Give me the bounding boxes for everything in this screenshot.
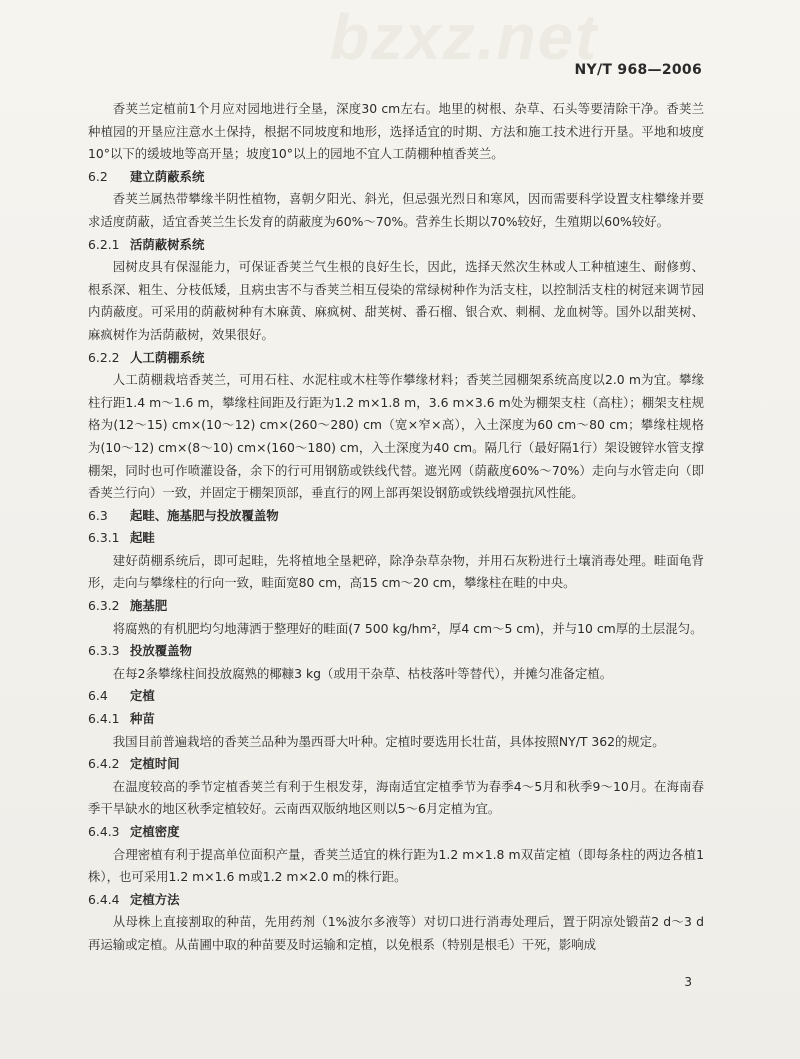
section-heading bbox=[88, 640, 704, 663]
section-heading bbox=[88, 505, 704, 528]
body-paragraph: 我国目前普遍栽培的香荚兰品种为墨西哥大叶种。定植时要选用长壮苗，具体按照NY/T 362的规定。 bbox=[112, 733, 665, 749]
body-paragraph: 从母株上直接割取的种苗，先用药剂（1%波尔多液等）对切口进行消毒处理后，置于阴凉处锻苗2 d～3 d再运输或定植。从苗圃中取的种苗要及时运输和定植，以免根系（特别是根毛）干死，影响成 bbox=[88, 914, 704, 952]
body-paragraph: 园树皮具有保湿能力，可保证香荚兰气生根的良好生长，因此，选择天然次生林或人工种植速生、耐修剪、根系深、粗生、分枝低矮，且病虫害不与香荚兰相互侵染的常绿树种作为活支柱，以控制活支柱的树冠来调节园内荫蔽度。可采用的荫蔽树种有木麻黄、麻疯树、甜荚树、番石榴、银合欢、刺桐、龙血树等。国外以甜荚树、麻疯树作为活荫蔽树，效果很好。 bbox=[88, 259, 704, 342]
section-heading bbox=[88, 685, 704, 708]
section-title: 人工荫棚系统 bbox=[130, 349, 205, 365]
section-heading bbox=[88, 708, 704, 731]
document-body bbox=[88, 98, 704, 957]
section-title: 施基肥 bbox=[130, 598, 168, 614]
section-number: 6.4 bbox=[88, 688, 108, 704]
body-paragraph: 建好荫棚系统后，即可起畦，先将植地全垦耙碎，除净杂草杂物，并用石灰粉进行土壤消毒处理。畦面龟背形，走向与攀缘柱的行向一致，畦面宽80 cm，高15 cm～20 cm，攀缘柱在畦的中央。 bbox=[88, 552, 704, 591]
body-paragraph: 合理密植有利于提高单位面积产量，香荚兰适宜的株行距为1.2 m×1.8 m双苗定植（即每条柱的两边各植1株），也可采用1.2 m×1.6 m或1.2 m×2.0 m的株行距。 bbox=[88, 846, 704, 885]
body-paragraph: 在温度较高的季节定植香荚兰有利于生根发芽，海南适宜定植季节为春季4～5月和秋季9～10月。在海南春季干旱缺水的地区秋季定植较好。云南西双版纳地区则以5～6月定植为宜。 bbox=[88, 778, 704, 817]
section-title: 定植 bbox=[130, 688, 155, 704]
page-number: 3 bbox=[684, 975, 692, 989]
section-heading bbox=[88, 527, 704, 550]
section-number: 6.2 bbox=[88, 168, 108, 184]
body-paragraph: 香荚兰定植前1个月应对园地进行全垦，深度30 cm左右。地里的树根、杂草、石头等要清除干净。香荚兰种植园的开垦应注意水土保持，根据不同坡度和地形，选择适宜的时期、方法和施工技术进行开垦。平地和坡度10°以下的缓坡地等高开垦；坡度10°以上的园地不宜人工荫棚种植香荚兰。 bbox=[88, 101, 704, 162]
section-heading bbox=[88, 347, 704, 370]
section-title: 定植时间 bbox=[130, 756, 180, 772]
section-title: 定植方法 bbox=[130, 891, 180, 907]
section-number: 6.3.3 bbox=[88, 643, 120, 659]
section-title: 起畦 bbox=[130, 530, 155, 546]
section-number: 6.4.1 bbox=[88, 711, 120, 727]
watermark: bzxz.net bbox=[330, 1, 599, 73]
section-number: 6.3 bbox=[88, 507, 108, 523]
section-number: 6.4.3 bbox=[88, 824, 120, 839]
section-title: 定植密度 bbox=[130, 824, 180, 839]
body-paragraph: 香荚兰属热带攀缘半阴性植物，喜朝夕阳光、斜光，但忌强光烈日和寒风，因而需要科学设置支柱攀缘并要求适度荫蔽，适宜香荚兰生长发育的荫蔽度为60%～70%。营养生长期以70%较好，生殖期以60%较好。 bbox=[88, 191, 704, 229]
section-title: 起畦、施基肥与投放覆盖物 bbox=[130, 507, 279, 523]
section-title: 建立荫蔽系统 bbox=[130, 168, 205, 184]
section-heading bbox=[88, 166, 704, 189]
section-number: 6.3.2 bbox=[88, 598, 120, 614]
section-heading bbox=[88, 595, 704, 618]
section-title: 种苗 bbox=[130, 711, 155, 727]
standard-code: NY/T 968—2006 bbox=[574, 62, 702, 78]
section-number: 6.2.1 bbox=[88, 236, 120, 252]
section-number: 6.4.2 bbox=[88, 756, 120, 772]
section-heading bbox=[88, 889, 704, 912]
section-heading bbox=[88, 234, 704, 257]
section-number: 6.4.4 bbox=[88, 891, 120, 907]
section-heading bbox=[88, 821, 704, 844]
section-title: 投放覆盖物 bbox=[130, 643, 192, 659]
section-number: 6.3.1 bbox=[88, 530, 120, 546]
body-paragraph: 将腐熟的有机肥均匀地薄洒于整理好的畦面(7 500 kg/hm²，厚4 cm～5 cm)，并与10 cm厚的土层混匀。 bbox=[112, 620, 703, 636]
body-paragraph: 在每2条攀缘柱间投放腐熟的椰糠3 kg（或用干杂草、枯枝落叶等替代），并摊匀准备定植。 bbox=[112, 665, 613, 681]
section-heading bbox=[88, 753, 704, 776]
section-title: 活荫蔽树系统 bbox=[130, 236, 205, 252]
body-paragraph: 人工荫棚栽培香荚兰，可用石柱、水泥柱或木柱等作攀缘材料；香荚兰园棚架系统高度以2.0 m为宜。攀缘柱行距1.4 m～1.6 m，攀缘柱间距及行距为1.2 m×1.8 m，3.6 m×3.6 m处为棚架支柱（高柱）；棚架支柱规格为(12～15) cm×(10～12) cm×(260～280) cm（宽×窄×高），入土深度为60 cm～80 cm；攀缘柱规格为(10～12) cm×(8～10) cm×(160～180) cm，入土深度为40 cm。隔几行（最好隔1行）架设镀锌水管支撑棚架，同时也可作喷灌设备，余下的行可用钢筋或铁线代替。遮光网（荫蔽度60%～70%）走向与水管走向（即香荚兰行向）一致，并固定于棚架顶部，垂直行的网上部再架设钢筋或铁线增强抗风性能。 bbox=[88, 372, 704, 501]
section-number: 6.2.2 bbox=[88, 349, 120, 365]
